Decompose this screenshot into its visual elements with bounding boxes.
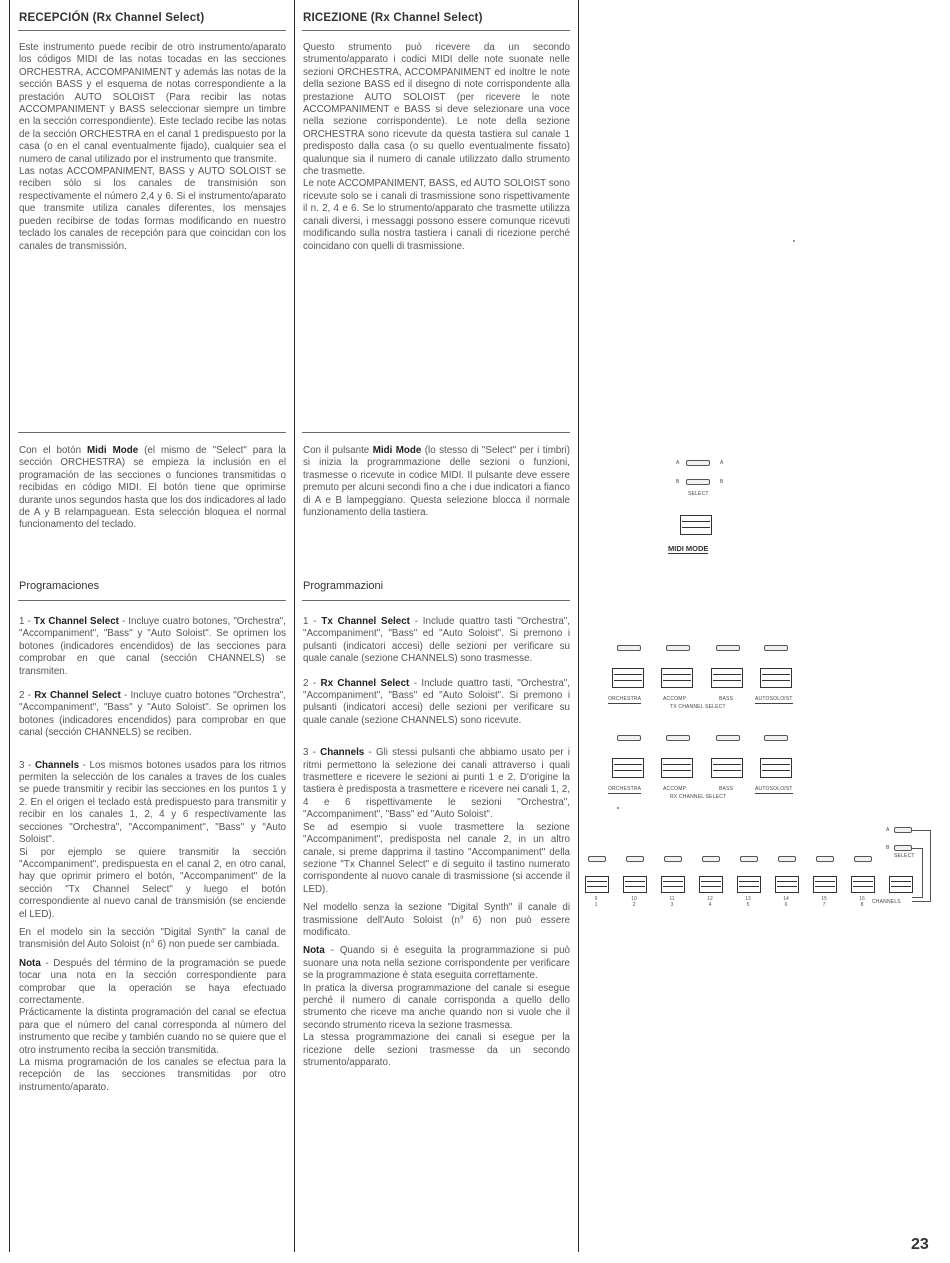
rx-label-bass: BASS	[719, 786, 734, 792]
rx-label-orchestra: ORCHESTRA	[608, 786, 642, 792]
tx-label-orchestra: ORCHESTRA	[608, 696, 642, 702]
es-item1-number: 1 -	[19, 616, 34, 627]
es-midi-post: (el mismo de "Select" para la sección ORCHESTRA) se empieza la inclusión en el programación de las secciones o funciones transmitidas o recibidas en código MIDI. El botón tiene que oprimirse durante unos segundos hasta que los dos indicadores al lado de A y B relampaguean. Esta selección bloquea el normal funcionamento del teclado.	[19, 445, 286, 531]
channel-led	[588, 856, 606, 862]
it-reception-text	[303, 42, 570, 265]
it-item2-title: Rx Channel Select	[320, 677, 410, 689]
tx-label-accomp: ACCOMP.	[663, 696, 688, 702]
channel-bottom-number: 8	[860, 902, 864, 908]
it-section-rule	[302, 432, 570, 433]
it-item1-text: - Include quattro tasti "Orchestra", "Accompaniment", "Bass" ed "Auto Soloist". Si premono i pulsanti (indicatori accesi) delle sezioni per verificare su quale canale (sezione CHANNELS) sono trasmesse.	[303, 616, 570, 665]
middle-rule	[294, 0, 295, 1252]
select-label: SELECT	[688, 491, 709, 497]
ab-label-b-right: B	[720, 479, 724, 485]
led-b[interactable]	[686, 479, 710, 485]
left-rule	[9, 0, 10, 1252]
channels-select-button[interactable]	[889, 876, 913, 893]
channel-top-number: 15	[821, 896, 827, 902]
it-heading-rule	[302, 30, 570, 31]
speck	[793, 240, 795, 242]
es-midi-bold: Midi Mode	[87, 445, 139, 456]
ab-label-a-left: A	[676, 460, 680, 466]
channel-top-number: 13	[745, 896, 751, 902]
channel-led	[626, 856, 644, 862]
tx-led-bass	[716, 645, 740, 651]
it-model-note: Nel modello senza la sezione "Digital Synth" il canale di trasmissione dell'Auto Soloist (n° 6) non può essere modificato.	[303, 902, 570, 938]
right-rule	[578, 0, 579, 1252]
it-item3-text: - Gli stessi pulsanti che abbiamo usato per i ritmi permettono la selezione dei canali attraverso i quali trasmettere e ricevere le sezioni ai punti 1 e 2. D'origine la tastiera è predisposta a trasmettere e ricevere nei canali 1, 2, 4 e 6 rispettivamente le sezioni "Orchestra", "Accompaniment", "Bass" ed "Auto Soloist".	[303, 747, 570, 821]
rx-accomp-button[interactable]	[661, 758, 693, 778]
it-midi-bold: Midi Mode	[372, 445, 422, 456]
es-item3-number: 3 -	[19, 759, 35, 771]
channel-top-number: 9	[594, 896, 598, 902]
rx-label-accomp: ACCOMP.	[663, 786, 688, 792]
es-reception-text	[19, 42, 286, 265]
es-note-c: La misma programación de los canales se efectua para la recepción de las secciones transmitidas por otro instrumento/aparato.	[19, 1057, 286, 1093]
it-item3-example: Se ad esempio si vuole trasmettere la sezione "Accompaniment", predisposta nel canale 2, in un altro canale, si preme dapprima il tastino "Accompaniment" della sezione "Tx Channel Select" e di seguito il tastino numerato corrispondente al nuovo canale di trasmissione (si accende il LED).	[303, 821, 570, 895]
es-note-b: Prácticamente la distinta programación del canal se efectua para que el número del canal corresponda al número del instrumento que recibe y también cuando no se quiere que el otro instrumento reciba la sección transmitida.	[19, 1007, 286, 1056]
it-paragraph-1: Questo strumento può ricevere da un secondo strumento/apparato i codici MIDI delle note suonate nelle sezioni ORCHESTRA, ACCOMPANIMENT ed inoltre le note della sezione BASS ed il disegno di note corrispondente alla prestazione AUTO SOLOIST (per ricevere le note ACCOMPANIMENT e BASS si deve selezionare una voce nella sezione corrispondente). Le note della sezione ORCHESTRA sono ricevute da questa tastiera sul canale 1 predisposto dalla casa (o su quello eventualmente fissato) qualunque sia il numero di canale utilizzato dallo strumento che trasmette.	[303, 42, 570, 178]
es-item2-text: - Incluye cuatro botones "Orchestra", "Accompaniment", "Bass" y "Auto Soloist". Se oprimen los botones (indicadores encendidos) para comprobar en que canal (sección CHANNELS) se reciben.	[19, 690, 286, 739]
it-item2-number: 2 -	[303, 677, 321, 689]
tx-label-autosoloist: AUTOSOLOIST	[755, 696, 793, 702]
tx-led-accomp	[666, 645, 690, 651]
tx-led-orchestra	[617, 645, 641, 651]
es-item1-title: Tx Channel Select	[33, 616, 119, 627]
es-item3-text: - Los mismos botones usados para los ritmos permiten la selección de los canales a traves de los cuales se puede transmitir y recibir las secciones en los puntos 1 y 2. En el origen el teclado está predispuesto para transmitir y recibir en los canales 1, 2, 4 y 6 respectivamente las secciones "Orchestra", "Accompaniment", "Bass" y "Auto Soloist".	[19, 759, 286, 846]
es-prog-rule	[18, 600, 286, 601]
es-prog-heading: Programaciones	[19, 580, 100, 592]
it-item2-text: - Include quattro tasti, "Orchestra", "Accompaniment", "Bass" ed "Auto Soloist". Si premono i pulsanti (indicatori accesi) delle sezioni per verificare su quale canale (sezione CHANNELS) sono ricevute.	[303, 677, 571, 726]
es-programming-text	[19, 616, 286, 1094]
es-item3-example: Si por ejemplo se quiere transmitir la sección "Accompaniment", predispuesta en el canal 2, en otro canal, hay que oprimir primero el botón, "Accompaniment" de la sección "Tx Channel Select" y luego el botón correspondiente al nuevo canal de transmisión (se enciende el LED).	[19, 846, 286, 920]
channel-led	[854, 856, 872, 862]
es-paragraph-1: Este instrumento puede recibir de otro instrumento/aparato los códigos MIDI de las notas tocadas en las secciones ORCHESTRA, ACCOMPANIMENT y además las notas de la sección BASS y el esquema de notas correspondiente a la prestación AUTO SOLOIST (Para recibir las notas ACCOMPANIMENT y BASS seleccionar siempre un timbre en la sección correspondiente). Este teclado recibe las notas de la sección ORCHESTRA en el canal 1 predispuesto por la casa (o en el canal eventualmente fijado), cualquier sea el numero de canal utilizado por el instrumento que transmite.	[19, 42, 286, 165]
es-model-note: En el modelo sin la sección "Digital Synth" la canal de transmisión del Auto Soloist (n° 6) non puede ser cambiada.	[19, 926, 286, 951]
channel-button-4[interactable]	[699, 876, 723, 893]
it-heading: RICEZIONE (Rx Channel Select)	[303, 12, 483, 24]
es-item2-title: Rx Channel Select	[34, 690, 121, 702]
tx-orchestra-button[interactable]	[612, 668, 644, 688]
it-midi-pre: Con il pulsante	[303, 445, 373, 456]
channel-led	[778, 856, 796, 862]
tx-bass-button[interactable]	[711, 668, 743, 688]
channel-led	[702, 856, 720, 862]
channel-top-number: 12	[707, 896, 713, 902]
rx-led-bass	[716, 735, 740, 741]
channel-top-number: 10	[631, 896, 637, 902]
tx-accomp-button[interactable]	[661, 668, 693, 688]
channels-led-b	[894, 845, 912, 851]
channel-top-number: 14	[783, 896, 789, 902]
led-a[interactable]	[686, 460, 710, 466]
it-note-c: La stessa programmazione dei canali si esegue per la ricezione delle sezioni trasmesse da un secondo strumento/apparato.	[303, 1032, 570, 1068]
rx-group-label: RX CHANNEL SELECT	[670, 794, 727, 800]
rx-led-accomp	[666, 735, 690, 741]
channel-top-number: 16	[859, 896, 865, 902]
it-item1-title: Tx Channel Select	[321, 616, 410, 627]
ab-label-a-right: A	[720, 460, 724, 466]
es-section-rule	[18, 432, 286, 433]
channel-bottom-number: 6	[784, 902, 788, 908]
channel-top-number: 11	[669, 896, 675, 902]
es-note-title: Nota	[19, 957, 41, 969]
it-midi-post: (lo stesso di "Select" per i timbri) si inizia la programmazione delle sezioni o funzioni, trasmesse o ricevute in codice MIDI. Il pulsante deve essere premuto per alcuni secondi fino a che i due indicatori a fianco di A e B lampeggiano. Questa selezione blocca il normale funzionamento della tastiera.	[303, 445, 570, 519]
channels-a-label: A	[886, 827, 890, 833]
channels-select-label: SELECT	[894, 853, 915, 859]
channel-led	[816, 856, 834, 862]
rx-led-orchestra	[617, 735, 641, 741]
it-programming-text	[303, 616, 570, 1069]
channels-led-a	[894, 827, 912, 833]
channel-bottom-number: 1	[594, 902, 598, 908]
es-item1-text: - Incluye cuatro botones, "Orchestra", "Accompaniment", "Bass" y "Auto Soloist". Se oprimen los botones (indicadores encendidos) de las secciones para comprobar en que canal (sección CHANNELS) se transmiten.	[19, 616, 287, 677]
es-midi-pre: Con el botón	[19, 445, 88, 456]
es-heading-rule	[18, 30, 286, 31]
channels-label: CHANNELS	[872, 899, 901, 905]
channels-bracket-b	[912, 848, 923, 898]
channel-button-6[interactable]	[775, 876, 799, 893]
es-midi-mode-text	[19, 445, 286, 544]
ab-label-b-left: B	[676, 479, 680, 485]
it-prog-heading: Programmazioni	[303, 580, 384, 592]
channel-led	[740, 856, 758, 862]
it-note-b: In pratica la diversa programmazione del canale si esegue perché il numero di canale corrisponda a quello dello strumento che riceve ma anche quando non si vuole che il secondo strumento riceva la sezione trasmessa.	[303, 982, 570, 1031]
channel-led	[664, 856, 682, 862]
it-item1-number: 1 -	[303, 616, 322, 627]
channel-button-2[interactable]	[623, 876, 647, 893]
tx-group-label: TX CHANNEL SELECT	[670, 704, 726, 710]
es-note-text: - Después del término de la programación se puede tocar una nota en la sección correspondiente para comprobar que la operación se haya efectuado correctamente.	[19, 957, 286, 1006]
it-midi-mode-text	[303, 445, 570, 531]
tx-autosoloist-button[interactable]	[760, 668, 792, 688]
page-number: 23	[911, 1236, 929, 1253]
channel-bottom-number: 5	[746, 902, 750, 908]
channel-button-7[interactable]	[813, 876, 837, 893]
channel-button-3[interactable]	[661, 876, 685, 893]
channel-bottom-number: 7	[822, 902, 826, 908]
es-paragraph-2: Las notas ACCOMPANIMENT, BASS y AUTO SOLOIST se reciben sólo si los canales de transmisión son respectivamente el número 2,4 y 6. Si el instrumento/aparato que transmite utiliza canales diferentes, los mensajes pueden recibirse de todas formas modificando en nuestro teclado los canales de recepción para que coincidan con los canales de transmissión.	[19, 166, 286, 252]
channels-b-label: B	[886, 845, 890, 851]
channel-bottom-number: 2	[632, 902, 636, 908]
es-heading: RECEPCIÓN (Rx Channel Select)	[19, 12, 205, 24]
channel-bottom-number: 4	[708, 902, 712, 908]
channel-bottom-number: 3	[670, 902, 674, 908]
tx-led-autosoloist	[764, 645, 788, 651]
tx-label-bass: BASS	[719, 696, 734, 702]
it-paragraph-2: Le note ACCOMPANIMENT, BASS, ed AUTO SOLOIST sono ricevute solo se i canali di trasmissione sono rispettivamente il n. 2, 4 e 6. Se lo strumento/apparato che trasmette utilizza canali diversi, i messaggi possono essere comunque ricevuti modificando sulla nostra tastiera i canali di ricezione perché coincidano con quelli di trasmissione.	[303, 178, 570, 252]
it-item3-number: 3 -	[303, 747, 321, 759]
speck	[617, 807, 619, 809]
es-item3-title: Channels	[34, 759, 80, 771]
es-item2-number: 2 -	[19, 690, 35, 702]
channel-button-8[interactable]	[851, 876, 875, 893]
rx-label-autosoloist: AUTOSOLOIST	[755, 786, 793, 792]
channel-button-1[interactable]	[585, 876, 609, 893]
it-note-text: - Quando si è eseguita la programmazione si può suonare una nota nella sezione corrispondente per verificare se la programmazione è stata eseguita correttamente.	[303, 945, 570, 982]
rx-led-autosoloist	[764, 735, 788, 741]
it-prog-rule	[302, 600, 570, 601]
rx-autosoloist-button[interactable]	[760, 758, 792, 778]
midi-mode-label: MIDI MODE	[668, 544, 709, 553]
midi-mode-button[interactable]	[680, 515, 712, 535]
rx-bass-button[interactable]	[711, 758, 743, 778]
channel-button-5[interactable]	[737, 876, 761, 893]
rx-orchestra-button[interactable]	[612, 758, 644, 778]
it-note-title: Nota	[303, 945, 325, 957]
it-item3-title: Channels	[320, 747, 365, 759]
